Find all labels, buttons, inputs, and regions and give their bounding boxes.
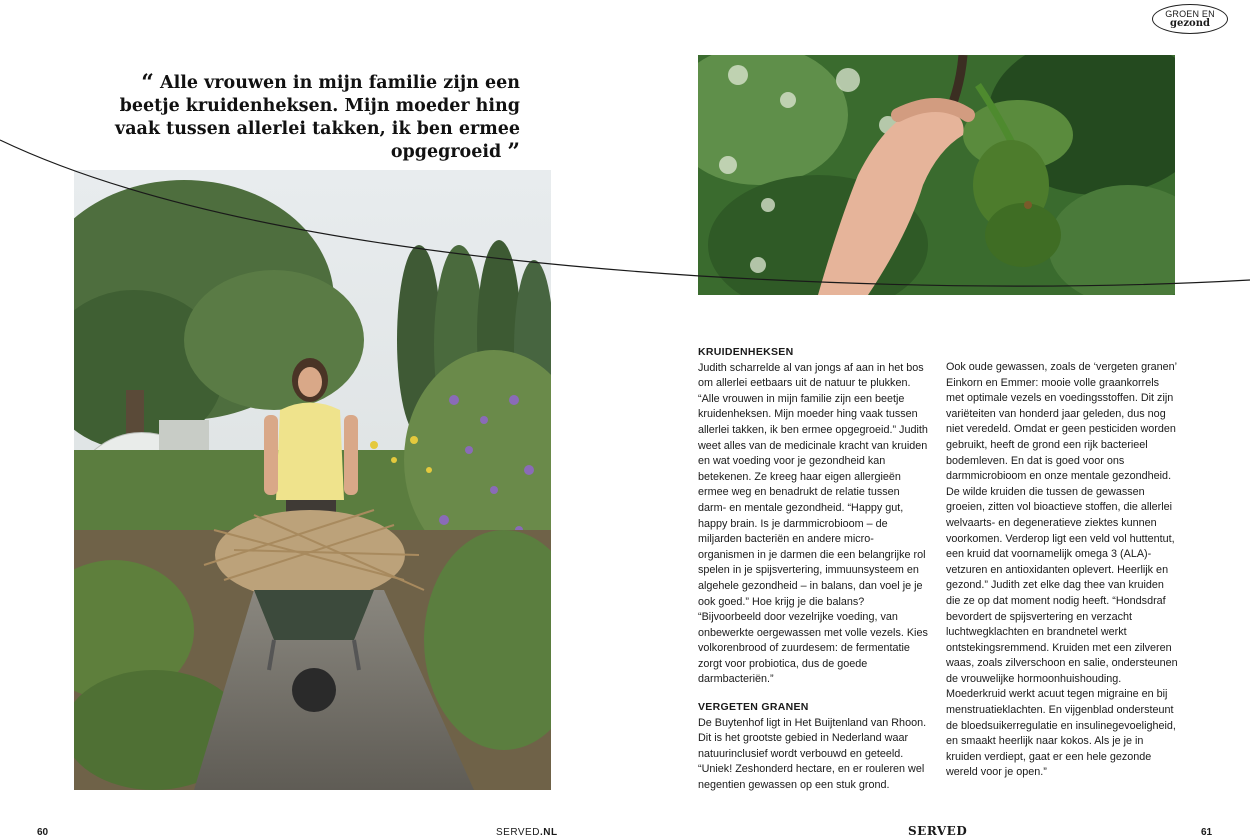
heading-vergeten-granen: VERGETEN GRANEN: [698, 701, 809, 714]
photo-hand-fig-graphic: [698, 55, 1175, 295]
page-number-right: 61: [1201, 827, 1213, 838]
site-tld: .NL: [539, 827, 558, 838]
quote-text: Alle vrouwen in mijn familie zijn een beetje kruidenheksen. Mijn moeder hing vaak tussen allerlei takken, ik ben ermee opgegroeid: [115, 73, 520, 162]
photo-woman-wheelbarrow: [74, 170, 551, 790]
pull-quote: [95, 72, 520, 164]
section-badge: [1152, 4, 1228, 34]
badge-line-2: gezond: [1170, 18, 1210, 29]
paragraph-vergeten-granen: De Buytenhof ligt in Het Buijtenland van Rhoon. Dit is het grootste gebied in Nederland waar natuurinclusief wordt verbouwd en geteeld. “Uniek! Zeshonderd hectare, en er rouleren wel negentien gewassen op een stuk grond.: [698, 716, 927, 792]
brand-logo: SERVED: [908, 824, 968, 838]
paragraph-column-2: Ook oude gewassen, zoals de ‘vergeten granen’ Einkorn en Emmer: mooie volle graankorrels met optimale vezels en voedingsstoffen. Dit zijn variëteiten van honderd jaar geleden, dus nog niet veredeld. Omdat er geen pesticiden worden gebruikt, heeft de grond een rijk bacterieel bodemleven. En dat is goed voor ons darmmicrobioom en onze mentale gezondheid. De wilde kruiden die tussen de gewassen groeien, zitten vol bioactieve stoffen, die allerlei welvaarts- en degeneratieve ziektes kunnen voorkomen. Verderop ligt een veld vol huttentut, een kruid dat voornamelijk omega 3 (ALA)-vetzuren en antioxidanten oplevert. Heerlijk en gezond.” Judith zet elke dag thee van kruiden die ze op dat moment nodig heeft. “Hondsdraf bevordert de spijsvertering en verzacht luchtwegklachten en brandnetel werkt ontstekingsremmend. Kruiden met een zilveren waas, zoals zilverschoon en salie, ondersteunen de vrouwelijke hormoonhuishouding. Moederkruid werkt acuut tegen migraine en bij menstruatieklachten. En vijgenblad ondersteunt de bloedsuikerregulatie en insulinegevoeligheid, en smaakt heerlijk naar kokos. Als je je in kruiden verdiept, gaat er een hele gezonde wereld voor je open.”: [946, 361, 1178, 779]
site-name: [496, 827, 558, 838]
quote-open-mark: “: [141, 70, 154, 96]
site-name-text: SERVED: [496, 827, 540, 838]
heading-kruidenheksen: KRUIDENHEKSEN: [698, 346, 794, 358]
photo-woman-wheelbarrow-graphic: [74, 170, 551, 790]
page-number-left: 60: [37, 827, 49, 838]
article-column-2: [946, 360, 1178, 781]
badge-line-1: GROEN EN: [1165, 9, 1215, 19]
paragraph-kruidenheksen: Judith scharrelde al van jongs af aan in het bos om allerlei eetbaars uit de natuur te plukken. “Alle vrouwen in mijn familie zijn een beetje kruidenheksen. Mijn moeder hing vaak tussen allerlei takken, ik ben ermee opgegroeid.” Judith weet alles van de medicinale kracht van kruiden en wat voeding voor je gezondheid kan betekenen. Ze kreeg haar eigen allergieën ermee weg en benadrukt de relatie tussen darm- en mentale gezondheid. “Happy gut, happy brain. Is je darmmicrobioom – de miljarden bacteriën en andere micro-organismen in je darmen die een belangrijke rol spelen in je spijsvertering, immuunsysteem en algehele gezondheid – in balans, dan voel je je ook goed.” Hoe krijg je die balans? “Bijvoorbeeld door vezelrijke voeding, van onbewerkte oergewassen met volle vezels. Kies volkorenbrood of zuurdesem: de fermentatie zorgt voor probiotica, dus de goede darmbacteriën.”: [698, 361, 928, 686]
quote-close-mark: ”: [507, 139, 520, 165]
photo-hand-fig: [698, 55, 1175, 295]
article-column-1: [698, 345, 930, 794]
